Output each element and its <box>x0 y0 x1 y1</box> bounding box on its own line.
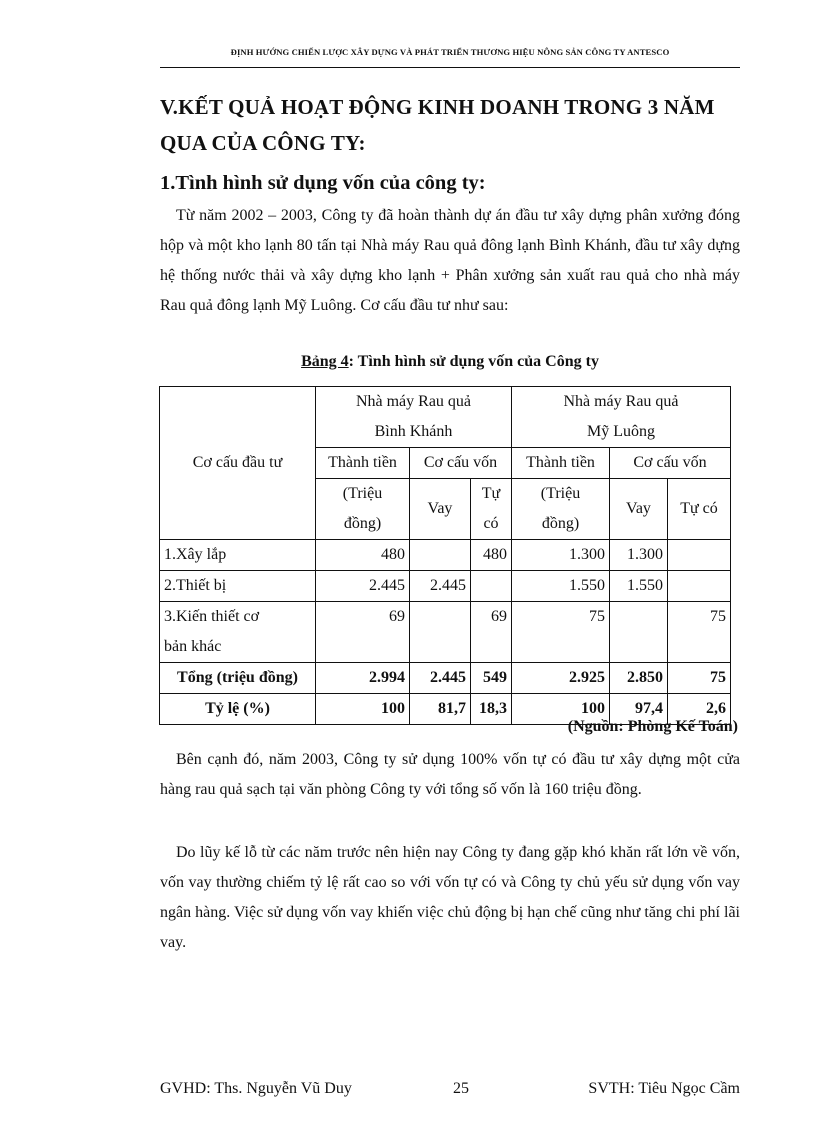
amount-unit-line2: đồng) <box>541 515 580 532</box>
ml-own-cell <box>668 571 731 602</box>
header-plant-binh-khanh-line2: Bình Khánh <box>374 423 453 440</box>
total-label: Tổng (triệu đồng) <box>160 663 316 694</box>
running-header: ĐỊNH HƯỚNG CHIẾN LƯỢC XÂY DỰNG VÀ PHÁT TRIỂN THƯƠNG HIỆU NÔNG SẢN CÔNG TY ANTESCO <box>230 47 670 57</box>
header-plant-binh-khanh <box>316 387 512 448</box>
header-plant-binh-khanh-line1: Nhà máy Rau quả <box>355 393 472 410</box>
table-row <box>160 602 731 663</box>
table-row <box>160 540 731 571</box>
footer-page-number: 25 <box>453 1080 469 1097</box>
amount-unit-line1: (Triệu <box>540 485 581 502</box>
row-label <box>160 602 316 663</box>
header-ml-loan: Vay <box>610 479 668 540</box>
bk-loan-cell <box>410 540 471 571</box>
header-ml-own: Tự có <box>668 479 731 540</box>
bk-amount-cell: 480 <box>316 540 410 571</box>
row-label-line2: bản khác <box>164 638 222 655</box>
amount-unit-line1: (Triệu <box>342 485 383 502</box>
own-line2: có <box>483 515 499 532</box>
ratio-label: Tỷ lệ (%) <box>160 694 316 725</box>
ml-loan-cell <box>610 602 668 663</box>
total-ml-amount: 2.925 <box>512 663 610 694</box>
ml-own-cell: 75 <box>668 602 731 663</box>
header-ml-capital: Cơ cấu vốn <box>610 448 731 479</box>
header-plant-my-luong <box>512 387 731 448</box>
ratio-bk-own: 18,3 <box>471 694 512 725</box>
ratio-ml-loan: 97,4 <box>610 694 668 725</box>
header-investment-structure: Cơ cấu đầu tư <box>160 387 316 540</box>
table-row <box>160 571 731 602</box>
ml-amount-cell: 75 <box>512 602 610 663</box>
ml-loan-cell: 1.550 <box>610 571 668 602</box>
own-line1: Tự <box>481 485 501 502</box>
header-plant-my-luong-line1: Nhà máy Rau quả <box>563 393 679 410</box>
table-header-row <box>160 387 731 448</box>
footer-advisor: GVHD: Ths. Nguyễn Vũ Duy <box>160 1080 352 1097</box>
total-bk-own: 549 <box>471 663 512 694</box>
paragraph-1: Từ năm 2002 – 2003, Công ty đã hoàn thành dự án đầu tư xây dựng phân xưởng đóng hộp và một kho lạnh 80 tấn tại Nhà máy Rau quả đông lạnh Bình Khánh, đầu tư xây dựng hệ thống nước thải và xây dựng kho lạnh + Phân xưởng sản xuất rau quả cho nhà máy Rau quả đông lạnh Mỹ Luông. Cơ cấu đầu tư như sau: <box>160 207 740 314</box>
header-bk-own <box>471 479 512 540</box>
bk-loan-cell: 2.445 <box>410 571 471 602</box>
ml-amount-cell: 1.300 <box>512 540 610 571</box>
ratio-bk-amount: 100 <box>316 694 410 725</box>
capital-usage-table <box>159 386 731 725</box>
header-ml-amount-unit <box>512 479 610 540</box>
total-bk-amount: 2.994 <box>316 663 410 694</box>
header-bk-amount-unit <box>316 479 410 540</box>
table-source: (Nguồn: Phòng Kế Toán) <box>567 718 738 735</box>
total-ml-own: 75 <box>668 663 731 694</box>
bk-own-cell: 69 <box>471 602 512 663</box>
ratio-bk-loan: 81,7 <box>410 694 471 725</box>
bk-own-cell <box>471 571 512 602</box>
header-bk-loan: Vay <box>410 479 471 540</box>
header-ml-amount: Thành tiền <box>512 448 610 479</box>
total-bk-loan: 2.445 <box>410 663 471 694</box>
total-ml-loan: 2.850 <box>610 663 668 694</box>
row-label: 1.Xây lắp <box>160 540 316 571</box>
header-bk-amount: Thành tiền <box>316 448 410 479</box>
paragraph-2: Bên cạnh đó, năm 2003, Công ty sử dụng 100% vốn tự có đầu tư xây dựng một cửa hàng rau quả sạch tại văn phòng Công ty với tổng số vốn là 160 triệu đồng. <box>160 751 740 798</box>
bk-own-cell: 480 <box>471 540 512 571</box>
subsection-title: 1.Tình hình sử dụng vốn của công ty: <box>160 172 486 194</box>
table-total-row <box>160 663 731 694</box>
bk-amount-cell: 69 <box>316 602 410 663</box>
row-label: 2.Thiết bị <box>160 571 316 602</box>
bk-amount-cell: 2.445 <box>316 571 410 602</box>
amount-unit-line2: đồng) <box>343 515 382 532</box>
ratio-ml-amount: 100 <box>512 694 610 725</box>
table-caption-text: : Tình hình sử dụng vốn của Công ty <box>348 353 599 370</box>
paragraph-3: Do lũy kế lỗ từ các năm trước nên hiện nay Công ty đang gặp khó khăn rất lớn về vốn, vốn vay thường chiếm tỷ lệ rất cao so với vốn tự có và Công ty chủ yếu sử dụng vốn vay ngân hàng. Việc sử dụng vốn vay khiến việc chủ động bị hạn chế cũng như tăng chi phí lãi vay. <box>160 844 740 951</box>
footer-student: SVTH: Tiêu Ngọc Cầm <box>588 1080 740 1097</box>
section-title-line2: QUA CỦA CÔNG TY: <box>160 131 366 155</box>
header-rule <box>160 67 740 68</box>
bk-loan-cell <box>410 602 471 663</box>
ml-loan-cell: 1.300 <box>610 540 668 571</box>
header-plant-my-luong-line2: Mỹ Luông <box>587 423 655 440</box>
ml-own-cell <box>668 540 731 571</box>
table-caption <box>160 353 740 371</box>
header-bk-capital: Cơ cấu vốn <box>410 448 512 479</box>
ratio-ml-own: 2,6 <box>668 694 731 725</box>
row-label-line1: 3.Kiến thiết cơ <box>164 608 260 625</box>
section-title-line1: V.KẾT QUẢ HOẠT ĐỘNG KINH DOANH TRONG 3 NĂM <box>160 95 715 119</box>
table-caption-label: Bảng 4 <box>301 353 349 370</box>
ml-amount-cell: 1.550 <box>512 571 610 602</box>
